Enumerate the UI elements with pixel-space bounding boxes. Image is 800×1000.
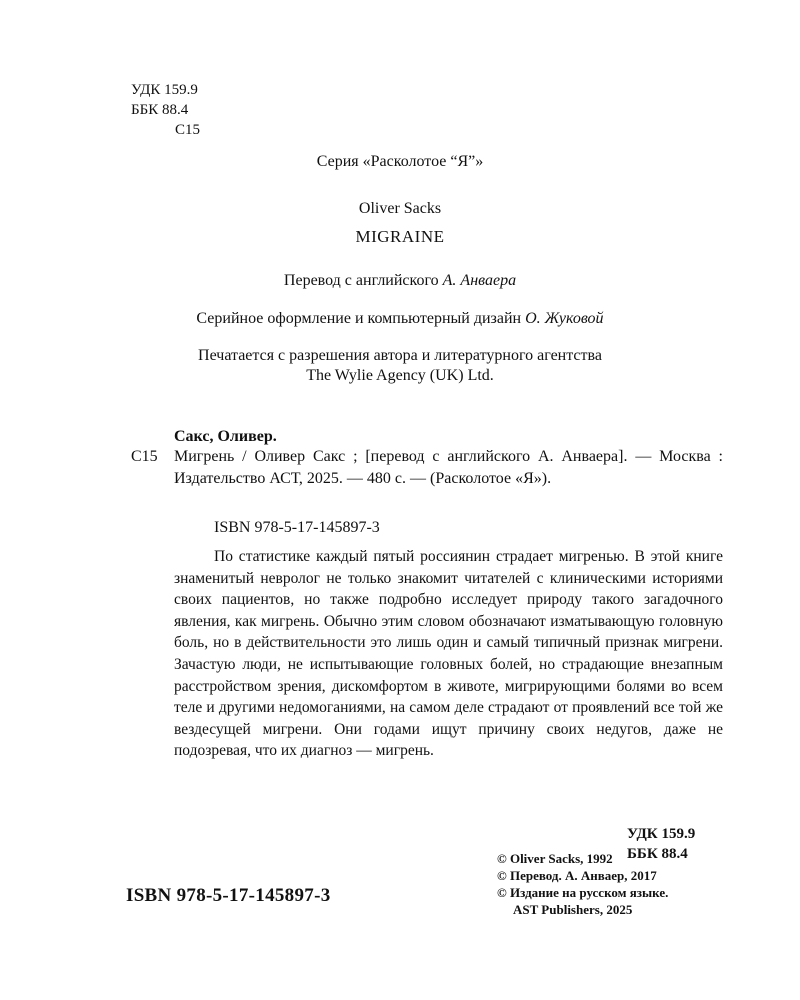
translation-credit: [0, 272, 800, 290]
udk-code: УДК 159.9: [131, 82, 198, 98]
copyright-notices: [497, 850, 668, 918]
copyright-line: AST Publishers, 2025: [513, 902, 633, 917]
series-title: Серия «Расколотое “Я”»: [316, 153, 484, 170]
translation-label: Перевод с английского: [283, 272, 439, 289]
permission-line-1: Печатается с разрешения автора и литературного агентства: [198, 347, 602, 364]
catalog-description: Мигрень / Оливер Сакс ; [перевод с английского А. Анваера]. — Москва : Издательство АСТ, 2025. — 480 с. — (Расколотое «Я»).: [174, 448, 723, 487]
catalog-isbn: ISBN 978-5-17-145897-3: [214, 519, 380, 536]
design-credit: [0, 310, 800, 328]
original-title: MIGRAINE: [355, 227, 445, 246]
copyright-line: © Oliver Sacks, 1992: [497, 851, 613, 866]
permission-notice: [0, 346, 800, 386]
catalog-code: С15: [131, 448, 158, 465]
top-classification-codes: [131, 80, 200, 140]
copyright-line: © Издание на русском языке.: [497, 885, 669, 900]
bbk-code: ББК 88.4: [131, 102, 189, 118]
bottom-bbk-code: ББК 88.4: [627, 846, 688, 862]
book-abstract: По статистике каждый пятый россиянин страдает мигренью. В этой книге знаменитый невролог не только знакомит читателей с клиническими историями своих пациентов, но также подробно исследует природу такого загадочного явления, как мигрень. Обычно этим словом обозначают изматывающую головную боль, но в действительности это лишь один и самый типичный признак мигрени. Зачастую люди, не испытывающие головных болей, но страдающие внезапным расстройством зрения, дискомфортом в животе, мигрирующими болями во всем теле и другими недомоганиями, на самом деле страдают от проявлений все той же вездесущей мигрени. Они годами ищут причину своих недугов, даже не подозревая, что их диагноз — мигрень.: [174, 548, 723, 760]
isbn-bottom: ISBN 978-5-17-145897-3: [126, 885, 331, 906]
permission-line-2: The Wylie Agency (UK) Ltd.: [306, 367, 494, 384]
author-mark: С15: [175, 122, 201, 138]
copyright-line: © Перевод. А. Анваер, 2017: [497, 868, 657, 883]
catalog-entry: [131, 446, 723, 490]
original-author: Oliver Sacks: [358, 200, 442, 217]
catalog-author: Сакс, Оливер.: [174, 428, 277, 445]
designer-name: О. Жуковой: [525, 310, 604, 327]
bottom-udk-code: УДК 159.9: [627, 826, 696, 842]
translator-name: А. Анваера: [442, 272, 517, 289]
design-label: Серийное оформление и компьютерный дизайн: [196, 310, 522, 327]
